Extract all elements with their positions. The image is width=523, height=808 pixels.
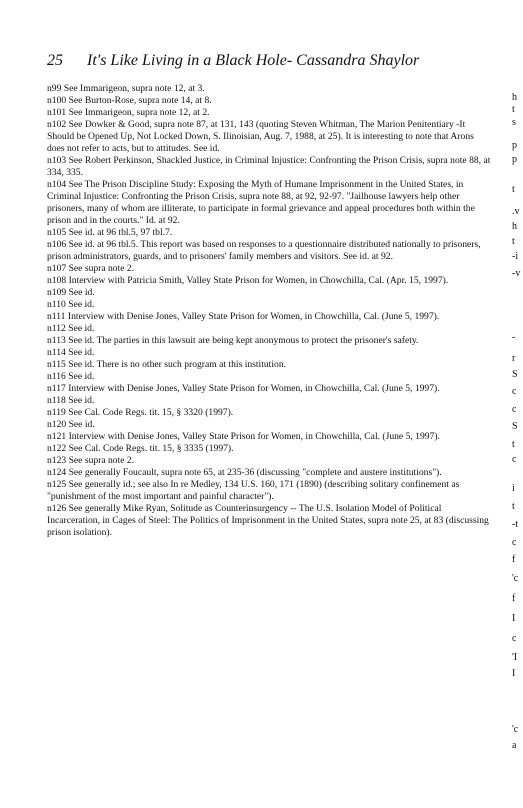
- edge-fragment: t: [512, 236, 515, 247]
- edge-fragment: c: [512, 454, 517, 465]
- footnote: n120 See id.: [47, 419, 95, 430]
- adjacent-page-edge: [506, 88, 523, 768]
- footnote: n117 Interview with Denise Jones, Valley State Prison for Women, in Chowchilla, Cal. (June 5, 1997).: [47, 383, 440, 394]
- footnote: n109 See id.: [47, 287, 95, 298]
- footnote: n122 See Cal. Code Regs. tit. 15, § 3335 (1997).: [47, 443, 234, 454]
- footnotes-list: [47, 83, 492, 539]
- edge-fragment: p: [512, 154, 517, 165]
- footnote: n116 See id.: [47, 371, 95, 382]
- footnote: n114 See id.: [47, 347, 95, 358]
- footnote: n101 See Immarigeon, supra note 12, at 2.: [47, 107, 210, 118]
- footnote: n105 See id. at 96 tbl.5, 97 tbl.7.: [47, 227, 173, 238]
- footnote: n100 See Burton-Rose, supra note 14, at 8.: [47, 95, 212, 106]
- footnote: n111 Interview with Denise Jones, Valley State Prison for Women, in Chowchilla, Cal. (June 5, 1997).: [47, 311, 440, 322]
- edge-fragment: 'I: [512, 652, 518, 663]
- edge-fragment: 'c: [512, 573, 519, 584]
- edge-fragment: S: [512, 421, 518, 432]
- footnote: n118 See id.: [47, 395, 95, 406]
- edge-fragment: f: [512, 554, 516, 565]
- edge-fragment: c: [512, 537, 517, 548]
- edge-fragment: c: [512, 633, 517, 644]
- edge-fragment: t: [512, 104, 515, 115]
- footnote: n123 See supra note 2.: [47, 455, 135, 466]
- footnote: n115 See id. There is no other such program at this institution.: [47, 359, 287, 370]
- footnote: n102 See Dowker & Good, supra note 87, at 131, 143 (quoting Steven Whitman, The Marion Penitentiary -It Should be Opened Up, Not Locked Down, S. Ilinoisian, Aug. 7, 1988, at 25). It is interesting to note that Arons does not refer to acts, but to attitudes. See id.: [47, 119, 474, 154]
- footnote: n104 See The Prison Discipline Study: Exposing the Myth of Humane Imprisonment in the United States, in Criminal Injustice: Confronting the Prison Crisis, supra note 88, at 92, 92-97. "Jailhouse lawyers help other prisoners, many of whom are illiterate, to participate in formal grievance and appeal procedures both within the prison and in the courts." Id. at 92.: [47, 179, 475, 226]
- page-number: 25: [47, 52, 63, 69]
- footnote: n99 See Immarigeon, supra note 12, at 3.: [47, 83, 205, 94]
- edge-fragment: h: [512, 92, 517, 103]
- edge-fragment: t: [512, 184, 515, 195]
- edge-fragment: a: [512, 740, 517, 751]
- edge-fragment: 'c: [512, 724, 519, 735]
- edge-fragment: t: [512, 501, 515, 512]
- footnote: n107 See supra note 2.: [47, 263, 135, 274]
- edge-fragment: -v: [512, 268, 521, 279]
- footnote: n126 See generally Mike Ryan, Solitude as Counterinsurgency -- The U.S. Isolation Model of Political Incarceration, in Cages of Steel: The Politics of Imprisonment in the United States, supra note 25, at 83 (discussing prison isolation).: [47, 503, 489, 538]
- footnote: n113 See id. The parties in this lawsuit are being kept anonymous to protect the prisoner's safety.: [47, 335, 419, 346]
- footnote: n103 See Robert Perkinson, Shackled Justice, in Criminal Injustice: Confronting the Prison Crisis, supra note 88, at 334, 335.: [47, 155, 491, 178]
- edge-fragment: t: [512, 439, 515, 450]
- edge-fragment: I: [512, 613, 516, 624]
- edge-fragment: h: [512, 221, 517, 232]
- edge-fragment: -i: [512, 251, 519, 262]
- edge-fragment: c: [512, 404, 517, 415]
- footnote: n124 See generally Foucault, supra note 65, at 235-36 (discussing "complete and austere institutions").: [47, 467, 442, 478]
- footnote: n119 See Cal. Code Regs. tit. 15, § 3320 (1997).: [47, 407, 234, 418]
- footnote: n121 Interview with Denise Jones, Valley State Prison for Women, in Chowchilla, Cal. (June 5, 1997).: [47, 431, 440, 442]
- edge-fragment: p: [512, 140, 517, 151]
- edge-fragment: c: [512, 386, 517, 397]
- edge-fragment: -: [512, 332, 516, 343]
- footnote: n110 See id.: [47, 299, 95, 310]
- edge-fragment: s: [512, 117, 516, 128]
- footnote: n106 See id. at 96 tbl.5. This report was based on responses to a questionnaire distributed nationally to prisoners, prison administrators, guards, and to prisoners' family members and visitors. See id. at 92.: [47, 239, 481, 262]
- footnote: n112 See id.: [47, 323, 95, 334]
- edge-fragment: S: [512, 369, 518, 380]
- footnote: n125 See generally id.; see also In re Medley, 134 U.S. 160, 171 (1890) (describing solitary confinement as "punishment of the most important and painful character").: [47, 479, 460, 502]
- running-header: [47, 52, 487, 70]
- edge-fragment: -t: [512, 519, 519, 530]
- edge-fragment: .v: [512, 206, 520, 217]
- edge-fragment: r: [512, 353, 516, 364]
- edge-fragment: I: [512, 668, 516, 679]
- footnote: n108 Interview with Patricia Smith, Valley State Prison for Women, in Chowchilla, Cal. (Apr. 15, 1997).: [47, 275, 449, 286]
- running-title: It's Like Living in a Black Hole- Cassandra Shaylor: [87, 52, 420, 69]
- edge-fragment: f: [512, 593, 516, 604]
- edge-fragment: i: [512, 483, 515, 494]
